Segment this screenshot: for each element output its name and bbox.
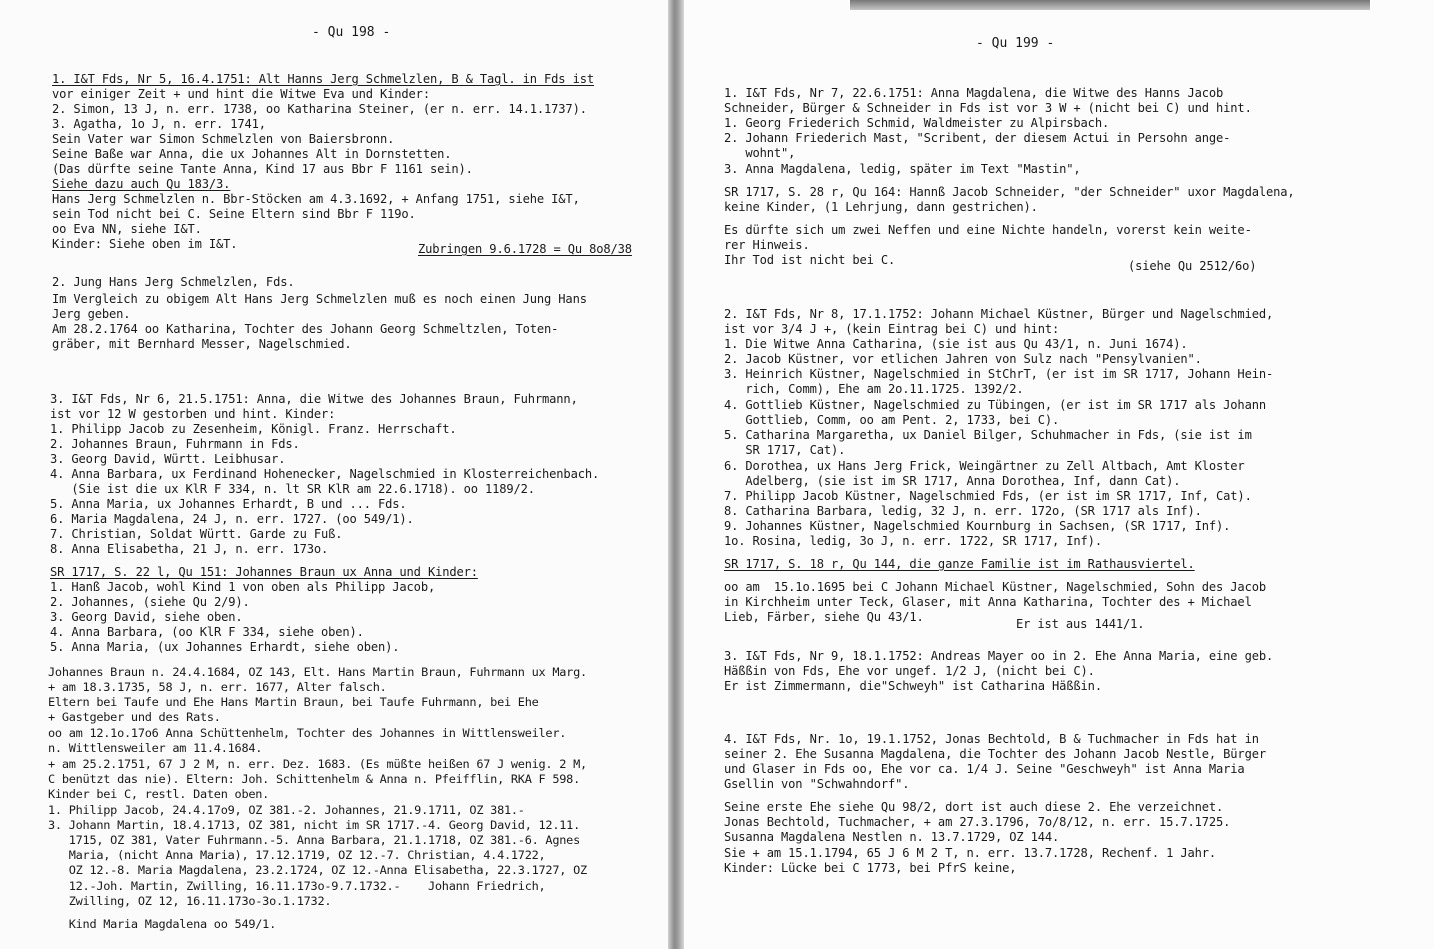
text-line: vor einiger Zeit + und hint die Witwe Eva und Kinder: [52, 87, 430, 101]
text-line: 3. Agatha, 1o J, n. err. 1741, [52, 117, 266, 131]
text-line: Seine erste Ehe siehe Qu 98/2, dort ist auch diese 2. Ehe verzeichnet. [724, 800, 1224, 814]
text-line: rich, Comm), Ehe am 2o.11.1725. 1392/2. [724, 382, 1024, 396]
text-line: 5. Catharina Margaretha, ux Daniel Bilger, Schuhmacher in Fds, (sie ist im [724, 428, 1252, 442]
text-line: 3. Heinrich Küstner, Nagelschmied in StChrT, (er ist im SR 1717, Johann Hein- [724, 367, 1274, 381]
scan-edge-shadow [850, 0, 1370, 10]
text-line: 3. I&T Fds, Nr 6, 21.5.1751: Anna, die Witwe des Johannes Braun, Fuhrmann, [50, 392, 578, 406]
text-line: Schneider, Bürger & Schneider in Fds ist vor 3 W + (nicht bei C) und hint. [724, 101, 1252, 115]
text-line: Kinder: Siehe oben im I&T. [52, 237, 238, 251]
text-line: 3. I&T Fds, Nr 9, 18.1.1752: Andreas Mayer oo in 2. Ehe Anna Maria, eine geb. [724, 649, 1274, 663]
text-line: 9. Johannes Küstner, Nagelschmied Kournburg in Sachsen, (SR 1717, Inf). [724, 519, 1231, 533]
text-line: Häßßin von Fds, Ehe vor ungef. 1/2 J, (nicht bei C). [724, 664, 1095, 678]
text-line: 3. Anna Magdalena, ledig, später im Text "Mastin", [724, 162, 1081, 176]
text-line: 1. Hanß Jacob, wohl Kind 1 von oben als Philipp Jacob, [50, 580, 436, 594]
text-line: 5. Anna Maria, (ux Johannes Erhardt, siehe oben). [50, 640, 400, 654]
text-line: + am 18.3.1735, 58 J, n. err. 1677, Alter falsch. [48, 680, 387, 694]
text-line: + Gastgeber und des Rats. [48, 710, 221, 724]
text-line: 1. Die Witwe Anna Catharina, (sie ist aus Qu 43/1, n. Juni 1674). [724, 337, 1188, 351]
text-line: Hans Jerg Schmelzlen n. Bbr-Stöcken am 4.3.1692, + Anfang 1751, siehe I&T, [52, 192, 580, 206]
text-line: OZ 12.-8. Maria Magdalena, 23.2.1724, OZ 12.-Anna Elisabetha, 22.3.1727, OZ [48, 863, 587, 877]
text-line: keine Kinder, (1 Lehrjung, dann gestrichen). [724, 200, 1038, 214]
text-line: Zwilling, OZ 12, 16.11.173o-3o.1.1732. [48, 894, 332, 908]
text-line: Er ist Zimmermann, die"Schweyh" ist Catharina Häßßin. [724, 679, 1102, 693]
text-line: 1. Philipp Jacob zu Zesenheim, Königl. Franz. Herrschaft. [50, 422, 457, 436]
text-line: Eltern bei Taufe und Ehe Hans Martin Braun, bei Taufe Fuhrmann, bei Ehe [48, 695, 539, 709]
text-line: + am 25.2.1751, 67 J 2 M, n. err. Dez. 1683. (Es müßte heißen 67 J wenig. 2 M, [48, 757, 587, 771]
text-line: seiner 2. Ehe Susanna Magdalena, die Tochter des Johann Jacob Nestle, Bürger [724, 747, 1266, 761]
text-line: 8. Anna Elisabetha, 21 J, n. err. 173o. [50, 542, 329, 556]
text-line: ist vor 3/4 J +, (kein Eintrag bei C) und hint: [724, 322, 1060, 336]
text-line: 2. Johannes Braun, Fuhrmann in Fds. [50, 437, 300, 451]
text-line: 8. Catharina Barbara, ledig, 32 J, n. err. 172o, (SR 1717 als Inf). [724, 504, 1202, 518]
text-line: Kinder: Lücke bei C 1773, bei PfrS keine, [724, 861, 1017, 875]
text-line: 1. Georg Friederich Schmid, Waldmeister zu Alpirsbach. [724, 116, 1110, 130]
page-right [684, 0, 1434, 949]
text-line: 3. Georg David, siehe oben. [50, 610, 243, 624]
text-line: 4. Anna Barbara, (oo KlR F 334, siehe oben). [50, 625, 364, 639]
text-line: Susanna Magdalena Nestlen n. 13.7.1729, OZ 144. [724, 830, 1060, 844]
text-line: 2. Jung Hans Jerg Schmelzlen, Fds. [52, 275, 295, 289]
text-line: Siehe dazu auch Qu 183/3. [52, 177, 231, 191]
text-line: 4. I&T Fds, Nr. 1o, 19.1.1752, Jonas Bechtold, B & Tuchmacher in Fds hat in [724, 732, 1259, 746]
text-line: 6. Maria Magdalena, 24 J, n. err. 1727. (oo 549/1). [50, 512, 414, 526]
text-line: 5. Anna Maria, ux Johannes Erhardt, B und ... Fds. [50, 497, 407, 511]
text-line: Adelberg, (sie ist im SR 1717, Anna Dorothea, Inf, dann Cat). [724, 474, 1181, 488]
text-line: (siehe Qu 2512/6o) [1128, 259, 1257, 273]
text-line: 1. Philipp Jacob, 24.4.17o9, OZ 381.-2. Johannes, 21.9.1711, OZ 381.- [48, 803, 525, 817]
text-line: Er ist aus 1441/1. [1016, 617, 1145, 631]
text-line: Zubringen 9.6.1728 = Qu 8o8/38 [418, 242, 632, 256]
text-line: 1715, OZ 381, Vater Fuhrmann.-5. Anna Barbara, 21.1.1718, OZ 381.-6. Agnes [48, 833, 580, 847]
text-line: Sein Vater war Simon Schmelzlen von Baiersbronn. [52, 132, 395, 146]
text-line: 7. Philipp Jacob Küstner, Nagelschmied Fds, (er ist im SR 1717, Inf, Cat). [724, 489, 1252, 503]
text-line: oo am 12.1o.17o6 Anna Schüttenhelm, Tochter des Johannes in Wittlensweiler. [48, 726, 567, 740]
text-line: Sie + am 15.1.1794, 65 J 6 M 2 T, n. err. 13.7.1728, Rechenf. 1 Jahr. [724, 846, 1217, 860]
text-line: Kinder bei C, restl. Daten oben. [48, 787, 270, 801]
text-line: Es dürfte sich um zwei Neffen und eine Nichte handeln, vorerst kein weite- [724, 223, 1252, 237]
text-line: n. Wittlensweiler am 11.4.1684. [48, 741, 263, 755]
text-line: Gottlieb, Comm, oo am Pent. 2, 1733, bei C). [724, 413, 1060, 427]
text-line: 3. Georg David, Württ. Leibhusar. [50, 452, 286, 466]
text-line: SR 1717, S. 28 r, Qu 164: Hannß Jacob Schneider, "der Schneider" uxor Magdalena, [724, 185, 1295, 199]
text-line: 12.-Joh. Martin, Zwilling, 16.11.173o-9.7.1732.- Johann Friedrich, [48, 879, 546, 893]
text-line: in Kirchheim unter Teck, Glaser, mit Anna Katharina, Tochter des + Michael [724, 595, 1252, 609]
text-line: Kind Maria Magdalena oo 549/1. [48, 917, 276, 931]
text-line: 2. I&T Fds, Nr 8, 17.1.1752: Johann Michael Küstner, Bürger und Nagelschmied, [724, 307, 1274, 321]
text-line: Jerg geben. [52, 307, 131, 321]
text-line: Gsellin von "Schwahndorf". [724, 777, 910, 791]
text-line: 2. Johannes, (siehe Qu 2/9). [50, 595, 250, 609]
text-line: SR 1717, S. 18 r, Qu 144, die ganze Familie ist im Rathausviertel. [724, 557, 1195, 571]
text-line: oo am 15.1o.1695 bei C Johann Michael Küstner, Nagelschmied, Sohn des Jacob [724, 580, 1266, 594]
text-line: 1. I&T Fds, Nr 7, 22.6.1751: Anna Magdalena, die Witwe des Hanns Jacob [724, 86, 1224, 100]
page-left [0, 0, 668, 949]
text-line: 4. Gottlieb Küstner, Nagelschmied zu Tübingen, (er ist im SR 1717 als Johann [724, 398, 1266, 412]
book-gutter [668, 0, 684, 949]
text-line: Seine Baße war Anna, die ux Johannes Alt in Dornstetten. [52, 147, 452, 161]
text-line: (Sie ist die ux KlR F 334, n. lt SR KlR am 22.6.1718). oo 1189/2. [50, 482, 535, 496]
text-line: 7. Christian, Soldat Württ. Garde zu Fuß. [50, 527, 343, 541]
text-line: und Glaser in Fds oo, Ehe vor ca. 1/4 J. Seine "Geschweyh" ist Anna Maria [724, 762, 1245, 776]
text-line: wohnt", [724, 146, 796, 160]
page-number-left: - Qu 198 - [312, 25, 391, 40]
text-line: Lieb, Färber, siehe Qu 43/1. [724, 610, 924, 624]
text-line: SR 1717, Cat). [724, 443, 846, 457]
text-line: 3. Johann Martin, 18.4.1713, OZ 381, nicht im SR 1717.-4. Georg David, 12.11. [48, 818, 580, 832]
text-line: oo Eva NN, siehe I&T. [52, 222, 202, 236]
text-line: 2. Simon, 13 J, n. err. 1738, oo Katharina Steiner, (er n. err. 14.1.1737). [52, 102, 587, 116]
text-line: 1o. Rosina, ledig, 3o J, n. err. 1722, SR 1717, Inf). [724, 534, 1102, 548]
text-line: 6. Dorothea, ux Hans Jerg Frick, Weingärtner zu Zell Altbach, Amt Kloster [724, 459, 1245, 473]
text-line: Am 28.2.1764 oo Katharina, Tochter des Johann Georg Schmeltzlen, Toten- [52, 322, 559, 336]
text-line: Jonas Bechtold, Tuchmacher, + am 27.3.1796, 7o/8/12, n. err. 15.7.1725. [724, 815, 1231, 829]
text-line: Maria, (nicht Anna Maria), 17.12.1719, OZ 12.-7. Christian, 4.4.1722, [48, 848, 546, 862]
page-number-right: - Qu 199 - [976, 36, 1055, 51]
text-line: Johannes Braun n. 24.4.1684, OZ 143, Elt. Hans Martin Braun, Fuhrmann ux Marg. [48, 665, 587, 679]
text-line: sein Tod nicht bei C. Seine Eltern sind Bbr F 119o. [52, 207, 416, 221]
text-line: 2. Jacob Küstner, vor etlichen Jahren von Sulz nach "Pensylvanien". [724, 352, 1202, 366]
text-line: 4. Anna Barbara, ux Ferdinand Hohenecker, Nagelschmied in Klosterreichenbach. [50, 467, 600, 481]
text-line: C benützt das nie). Eltern: Joh. Schittenhelm & Anna n. Pfeifflin, RKA F 598. [48, 772, 580, 786]
text-line: rer Hinweis. [724, 238, 810, 252]
text-line: 2. Johann Friederich Mast, "Scribent, der diesem Actui in Persohn ange- [724, 131, 1231, 145]
text-line: Ihr Tod ist nicht bei C. [724, 253, 896, 267]
text-line: ist vor 12 W gestorben und hint. Kinder: [50, 407, 336, 421]
text-line: gräber, mit Bernhard Messer, Nagelschmied. [52, 337, 352, 351]
text-line: SR 1717, S. 22 l, Qu 151: Johannes Braun ux Anna und Kinder: [50, 565, 478, 579]
text-line: (Das dürfte seine Tante Anna, Kind 17 aus Bbr F 1161 sein). [52, 162, 473, 176]
text-line: 1. I&T Fds, Nr 5, 16.4.1751: Alt Hanns Jerg Schmelzlen, B & Tagl. in Fds ist [52, 72, 594, 86]
text-line: Im Vergleich zu obigem Alt Hans Jerg Schmelzlen muß es noch einen Jung Hans [52, 292, 587, 306]
